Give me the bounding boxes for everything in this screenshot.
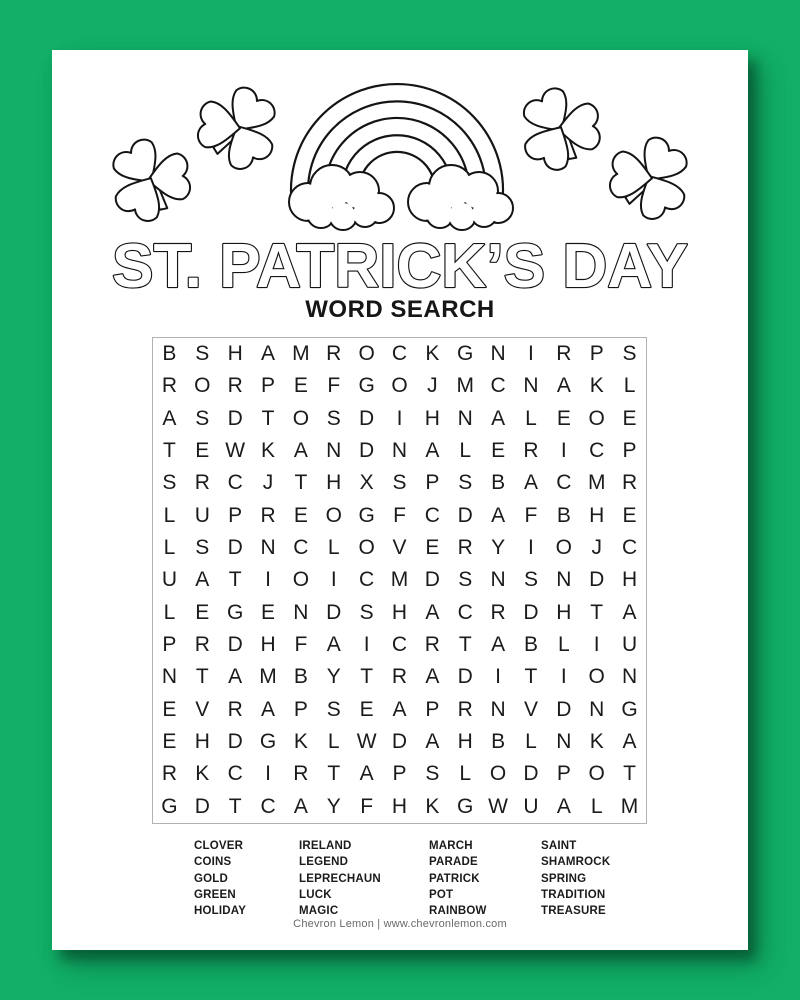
word-item: SAINT xyxy=(541,840,577,852)
grid-letter: W xyxy=(356,730,377,754)
grid-letter: E xyxy=(162,730,177,754)
grid-letter: P xyxy=(293,697,308,721)
grid-letter: D xyxy=(359,406,375,430)
grid-letter: O xyxy=(292,568,310,592)
word-item: RAINBOW xyxy=(429,905,487,918)
grid-letter: I xyxy=(495,665,502,689)
grid-letter: D xyxy=(227,730,243,754)
grid-letter: I xyxy=(528,536,534,560)
grid-letter: P xyxy=(425,697,440,721)
grid-letter: I xyxy=(560,665,567,689)
grid-letter: O xyxy=(555,536,572,560)
word-item: MARCH xyxy=(429,840,473,852)
word-item: LEGEND xyxy=(299,856,349,869)
grid-letter: D xyxy=(523,762,539,786)
grid-letter: G xyxy=(358,374,375,398)
grid-letter: A xyxy=(491,633,506,657)
grid-letter: A xyxy=(523,471,538,495)
grid-letter: S xyxy=(458,471,473,495)
grid-letter: R xyxy=(293,762,309,786)
grid-letter: C xyxy=(391,633,408,657)
grid-letter: A xyxy=(261,697,276,721)
shamrock-icon xyxy=(501,72,619,186)
grid-letter: D xyxy=(194,794,210,818)
grid-letter: N xyxy=(621,665,638,689)
grid-letter: S xyxy=(195,406,210,430)
grid-letter: G xyxy=(259,730,277,754)
grid-letter: S xyxy=(392,471,407,495)
grid-letter: N xyxy=(161,665,178,689)
grid-letter: R xyxy=(227,697,243,721)
grid-letter: E xyxy=(162,697,177,721)
grid-letter: L xyxy=(163,600,176,624)
grid-letter: T xyxy=(261,406,275,430)
grid-letter: A xyxy=(491,406,506,430)
grid-letter: E xyxy=(491,439,506,463)
grid-letter: G xyxy=(457,794,474,818)
grid-letter: H xyxy=(457,730,473,754)
word-item: CLOVER xyxy=(194,840,244,852)
grid-letter: R xyxy=(161,762,178,786)
word-list-column xyxy=(299,838,381,919)
grid-letter: H xyxy=(621,568,638,592)
grid-letter: K xyxy=(589,374,604,398)
grid-letter: G xyxy=(457,342,474,366)
header-decorations xyxy=(52,58,748,238)
grid-letter: C xyxy=(359,568,375,592)
grid-letter: W xyxy=(225,439,246,463)
grid-letter: J xyxy=(427,374,438,398)
grid-letter: R xyxy=(227,374,243,398)
grid-letter: L xyxy=(163,503,176,527)
grid-letter: T xyxy=(623,762,636,786)
grid-letter: U xyxy=(621,633,638,657)
grid-letter: R xyxy=(194,633,210,657)
grid-letter: C xyxy=(621,536,638,560)
grid-letter: P xyxy=(392,762,407,786)
grid-letter: I xyxy=(330,568,337,592)
grid-letter: G xyxy=(358,503,375,527)
grid-letter: M xyxy=(390,568,409,592)
grid-letter: P xyxy=(425,471,440,495)
grid-letter: F xyxy=(360,794,374,818)
grid-letter: H xyxy=(424,406,440,430)
grid-letter: A xyxy=(425,439,440,463)
grid-letter: S xyxy=(162,471,177,495)
grid-letter: E xyxy=(556,406,571,430)
grid-letter: H xyxy=(391,794,408,818)
grid-letter: T xyxy=(327,762,341,786)
grid-letter: A xyxy=(556,374,571,398)
grid-letter: O xyxy=(325,503,342,527)
word-item: LEPRECHAUN xyxy=(299,872,381,885)
cloud-icon xyxy=(289,165,394,230)
grid-letter: A xyxy=(228,665,243,689)
word-item: TRADITION xyxy=(541,888,606,901)
grid-letter: C xyxy=(391,342,408,366)
grid-letter: N xyxy=(490,568,506,592)
grid-letter: R xyxy=(260,503,276,527)
grid-letter: R xyxy=(457,697,473,721)
grid-letter: A xyxy=(326,633,341,657)
grid-letter: A xyxy=(162,406,177,430)
grid-letter: E xyxy=(195,600,210,624)
grid-letter: A xyxy=(622,600,637,624)
grid-letter: E xyxy=(622,503,637,527)
grid-letter: M xyxy=(456,374,474,398)
grid-letter: T xyxy=(163,439,176,463)
grid-letter: V xyxy=(195,697,210,721)
shamrock-icon xyxy=(91,122,209,237)
word-item: POT xyxy=(429,888,454,901)
grid-letter: M xyxy=(587,471,606,495)
grid-letter: H xyxy=(326,471,342,495)
grid-letter: O xyxy=(194,374,211,398)
word-list-column xyxy=(429,838,487,919)
grid-letter: E xyxy=(359,697,374,721)
grid-letter: L xyxy=(590,794,603,818)
grid-letter: N xyxy=(490,697,506,721)
grid-letter: Y xyxy=(326,794,341,818)
grid-letter: V xyxy=(392,536,407,560)
grid-letter: L xyxy=(623,374,636,398)
grid-letter: X xyxy=(359,471,374,495)
grid-letter: P xyxy=(228,503,243,527)
grid-letter: D xyxy=(227,536,243,560)
grid-letter: N xyxy=(457,406,473,430)
grid-letter: S xyxy=(425,762,440,786)
grid-letter: T xyxy=(228,568,242,592)
word-item: PATRICK xyxy=(429,872,480,885)
grid-letter: H xyxy=(227,342,243,366)
grid-letter: L xyxy=(459,439,472,463)
grid-letter: N xyxy=(260,536,276,560)
grid-letter: T xyxy=(360,665,374,689)
grid-letter: I xyxy=(593,633,600,657)
grid-letter: T xyxy=(294,471,308,495)
grid-letter: R xyxy=(523,439,539,463)
grid-letter: N xyxy=(293,600,309,624)
grid-letter: M xyxy=(292,342,310,366)
grid-letter: D xyxy=(424,568,440,592)
grid-letter: A xyxy=(556,794,571,818)
grid-letter: U xyxy=(194,503,210,527)
grid-letter: C xyxy=(227,762,243,786)
grid-letter: N xyxy=(490,342,506,366)
grid-letter: P xyxy=(162,633,177,657)
grid-letter: A xyxy=(425,600,440,624)
grid-letter: J xyxy=(262,471,274,495)
grid-letter: I xyxy=(528,342,534,366)
grid-letter: L xyxy=(327,730,340,754)
grid-letter: J xyxy=(591,536,602,560)
page-title: ST. PATRICK’S DAY xyxy=(112,232,688,301)
grid-letter: E xyxy=(293,374,308,398)
grid-letter: N xyxy=(556,568,572,592)
grid-letter: C xyxy=(490,374,506,398)
grid-letter: I xyxy=(363,633,370,657)
grid-letter: L xyxy=(557,633,570,657)
word-list-column xyxy=(194,838,246,919)
grid-letter: F xyxy=(393,503,406,527)
word-item: SPRING xyxy=(541,872,587,885)
word-item: HOLIDAY xyxy=(194,905,247,918)
cloud-icon xyxy=(408,165,513,230)
grid-letter: O xyxy=(588,406,605,430)
word-item: TREASURE xyxy=(541,905,606,918)
letter-grid xyxy=(152,337,647,824)
grid-letter: L xyxy=(525,406,537,430)
grid-letter: K xyxy=(195,762,210,786)
grid-letter: A xyxy=(425,730,440,754)
grid-letter: P xyxy=(261,374,276,398)
shamrock-icon xyxy=(179,70,297,185)
grid-letter: Y xyxy=(491,536,506,560)
grid-letter: O xyxy=(292,406,310,430)
word-item: IRELAND xyxy=(299,840,352,852)
grid-letter: A xyxy=(195,568,210,592)
grid-letter: B xyxy=(491,730,506,754)
grid-letter: C xyxy=(227,471,243,495)
grid-letter: H xyxy=(589,503,605,527)
grid-letter: K xyxy=(261,439,276,463)
grid-letter: I xyxy=(560,439,567,463)
grid-letter: D xyxy=(457,503,473,527)
grid-letter: L xyxy=(525,730,537,754)
grid-letter: V xyxy=(523,697,538,721)
grid-letter: S xyxy=(195,342,210,366)
grid-letter: D xyxy=(523,600,539,624)
grid-letter: O xyxy=(588,665,605,689)
grid-letter: K xyxy=(425,342,440,366)
grid-letter: I xyxy=(396,406,403,430)
word-list xyxy=(52,838,748,928)
grid-letter: T xyxy=(228,794,242,818)
grid-letter: R xyxy=(194,471,210,495)
grid-letter: B xyxy=(491,471,506,495)
grid-letter: E xyxy=(425,536,440,560)
grid-letter: R xyxy=(490,600,506,624)
grid-letter: N xyxy=(391,439,408,463)
grid-letter: F xyxy=(294,633,308,657)
grid-letter: T xyxy=(458,633,472,657)
grid-letter: O xyxy=(391,374,408,398)
grid-letter: D xyxy=(326,600,342,624)
grid-letter: R xyxy=(424,633,440,657)
grid-letter: L xyxy=(327,536,340,560)
grid-letter: T xyxy=(524,665,538,689)
footer-credit: Chevron Lemon | www.chevronlemon.com xyxy=(293,918,507,930)
word-item: LUCK xyxy=(299,888,332,901)
grid-letter: D xyxy=(556,697,572,721)
grid-letter: E xyxy=(293,503,308,527)
grid-letter: D xyxy=(457,665,473,689)
grid-letter: R xyxy=(326,342,342,366)
grid-letter: D xyxy=(589,568,605,592)
grid-letter: U xyxy=(161,568,178,592)
grid-letter: S xyxy=(326,697,341,721)
grid-letter: C xyxy=(556,471,572,495)
word-item: MAGIC xyxy=(299,905,339,918)
grid-letter: E xyxy=(195,439,210,463)
grid-letter: W xyxy=(488,794,508,818)
grid-letter: R xyxy=(457,536,473,560)
grid-letter: B xyxy=(162,342,177,366)
word-item: GOLD xyxy=(194,872,229,885)
grid-letter: D xyxy=(227,633,243,657)
grid-letter: G xyxy=(226,600,244,624)
grid-letter: M xyxy=(620,794,639,818)
grid-letter: H xyxy=(260,633,276,657)
grid-letter: P xyxy=(589,342,604,366)
grid-letter: A xyxy=(425,665,440,689)
grid-letter: E xyxy=(261,600,276,624)
grid-letter: A xyxy=(261,342,276,366)
grid-letter: D xyxy=(227,406,243,430)
grid-letter: S xyxy=(195,536,210,560)
grid-letter: S xyxy=(523,568,538,592)
grid-letter: B xyxy=(293,665,308,689)
grid-letter: O xyxy=(489,762,507,786)
grid-letter: L xyxy=(459,762,472,786)
word-item: COINS xyxy=(194,856,232,869)
grid-letter: K xyxy=(589,730,604,754)
grid-letter: P xyxy=(622,439,637,463)
grid-letter: D xyxy=(391,730,408,754)
word-item: PARADE xyxy=(429,856,478,869)
grid-letter: A xyxy=(293,439,308,463)
grid-letter: N xyxy=(523,374,539,398)
grid-letter: E xyxy=(622,406,637,430)
grid-letter: F xyxy=(524,503,538,527)
grid-letter: S xyxy=(622,342,637,366)
grid-letter: R xyxy=(621,471,638,495)
grid-letter: N xyxy=(556,730,572,754)
grid-letter: S xyxy=(458,568,473,592)
grid-letter: S xyxy=(326,406,341,430)
grid-letter: U xyxy=(523,794,539,818)
grid-letter: N xyxy=(589,697,605,721)
grid-letter: N xyxy=(326,439,342,463)
grid-letter: D xyxy=(359,439,375,463)
grid-letter: R xyxy=(391,665,408,689)
grid-letter: M xyxy=(259,665,277,689)
grid-letter: B xyxy=(523,633,538,657)
grid-letter: A xyxy=(622,730,637,754)
shamrock-icon xyxy=(591,120,709,235)
grid-letter: H xyxy=(556,600,572,624)
grid-letter: A xyxy=(491,503,506,527)
grid-letter: R xyxy=(161,374,178,398)
grid-letter: C xyxy=(589,439,605,463)
word-item: GREEN xyxy=(194,888,236,901)
grid-letter: O xyxy=(358,536,375,560)
grid-letter: R xyxy=(556,342,572,366)
grid-letter: A xyxy=(293,794,308,818)
grid-letter: A xyxy=(392,697,407,721)
grid-letter: C xyxy=(260,794,276,818)
word-item: SHAMROCK xyxy=(541,856,611,869)
grid-letter: P xyxy=(556,762,571,786)
grid-letter: H xyxy=(391,600,408,624)
grid-letter: C xyxy=(457,600,473,624)
grid-letter: K xyxy=(425,794,440,818)
grid-letter: S xyxy=(359,600,374,624)
grid-letter: O xyxy=(588,762,605,786)
grid-letter: L xyxy=(163,536,176,560)
grid-letter: Y xyxy=(326,665,341,689)
title-banner xyxy=(52,226,748,304)
grid-letter: T xyxy=(195,665,209,689)
page-subtitle: WORD SEARCH xyxy=(305,296,495,323)
grid-letter: H xyxy=(194,730,210,754)
grid-letter: B xyxy=(556,503,571,527)
grid-letter: I xyxy=(265,568,271,592)
grid-letter: G xyxy=(161,794,178,818)
grid-letter: K xyxy=(293,730,308,754)
worksheet-page xyxy=(52,50,748,950)
grid-letter: C xyxy=(424,503,440,527)
grid-letter: G xyxy=(621,697,638,721)
grid-letter: O xyxy=(358,342,375,366)
word-list-column xyxy=(541,838,610,919)
grid-letter: A xyxy=(359,762,374,786)
grid-letter: C xyxy=(293,536,309,560)
grid-letter: F xyxy=(327,374,341,398)
grid-letter: T xyxy=(590,600,604,624)
grid-letter: I xyxy=(265,762,271,786)
